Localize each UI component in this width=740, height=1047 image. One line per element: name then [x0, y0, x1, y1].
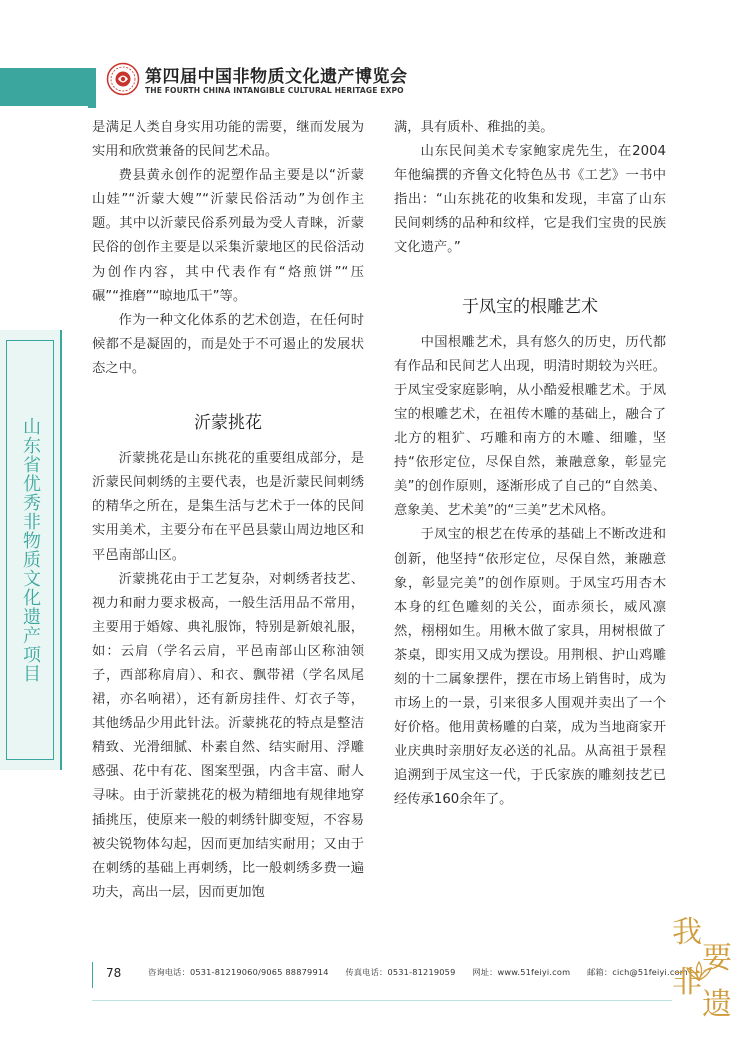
section-heading-yimeng-tiaohua: 沂蒙挑花	[194, 413, 262, 434]
website-link[interactable]: 网址：www.51feiyi.com	[472, 967, 571, 977]
paragraph: 满，具有质朴、稚拙的美。	[394, 120, 554, 135]
email-address[interactable]: 邮箱：cich@51feiyi.com	[587, 967, 688, 977]
footer-rule	[92, 1000, 672, 1001]
footer-contact-info	[148, 967, 702, 978]
paragraph: 中国根雕艺术，具有悠久的历史，历代都有作品和民间艺人出现，明清时期较为兴旺。于凤宝受家庭影响，从小酷爱根雕艺术。于凤宝的根雕艺术，在祖传木雕的基础上，融合了北方的粗犷、巧雕和南方的木雕、细雕，坚持“依形定位，尽保自然，兼融意象，彰显完美”的创作原则，逐渐形成了自己的“自然美、意象美、艺术美”的“三美”艺术风格。	[394, 334, 666, 519]
paragraph: 于凤宝的根艺在传承的基础上不断改进和创新，他坚持“依形定位，尽保自然，兼融意象，彰显完美”的创作原则。于凤宝巧用杏木本身的红色雕刻的关公，面赤须长，威风凛然，栩栩如生。用楸木做了家具，用树根做了茶桌，即实用又成为摆设。用荆根、护山鸡雕刻的十二属象摆件，摆在市场上销售时，成为市场上的一景，引来很多人围观并卖出了一个好价格。他用黄杨雕的白菜，成为当地商家开业庆典时亲朋好友必送的礼品。从高祖于景程追溯到于凤宝这一代，于氏家族的雕刻技艺已经传承160余年了。	[394, 527, 666, 808]
paragraph: 作为一种文化体系的艺术创造，在任何时候都不是凝固的，而是处于不可遏止的发展状态之中。	[92, 312, 364, 376]
stamp-char: 遗	[702, 987, 732, 1022]
stamp-char: 要	[702, 941, 732, 976]
fax-number: 传真电话：0531-81219059	[345, 967, 456, 977]
section-heading-root-carving: 于凤宝的根雕艺术	[462, 296, 598, 317]
consult-phone: 咨询电话：0531-81219060/9065 88879914	[148, 967, 329, 977]
footer-accent-line	[92, 962, 93, 988]
expo-logo-icon	[106, 62, 140, 96]
right-column	[394, 116, 666, 813]
stamp-char: 我	[672, 915, 702, 950]
stamp-char: 非	[672, 965, 702, 1000]
paragraph: 山东民间美术专家鲍家虎先生，在2004年他编撰的齐鲁文化特色丛书《工艺》一书中指出：“山东挑花的收集和发现，丰富了山东民间刺绣的品种和纹样，它是我们宝贵的民族文化遗产。”	[394, 144, 666, 256]
page-number: 78	[106, 966, 122, 980]
side-category-label: 山东省优秀非物质文化遗产项目	[20, 417, 41, 683]
paragraph: 沂蒙挑花是山东挑花的重要组成部分，是沂蒙民间刺绣的主要代表，也是沂蒙民间刺绣的精华之所在，是集生活与艺术于一体的民间实用美术，主要分布在平邑县蒙山周边地区和平邑南部山区。	[92, 451, 364, 563]
side-category-tab	[0, 330, 62, 770]
paragraph: 沂蒙挑花由于工艺复杂，对刺绣者技艺、视力和耐力要求极高，一般生活用品不常用，主要用于婚嫁、典礼服饰，特别是新娘礼服，如：云肩（学名云肩，平邑南部山区称油领子，西部称肩肩）、和衣、飘带裙（学名凤尾裙，亦名响裙），还有新房挂件、灯衣子等，其他绣品少用此针法。沂蒙挑花的特点是整洁精致、光滑细腻、朴素自然、结实耐用、浮雕感强、花中有花、图案型强，内含丰富、耐人寻味。由于沂蒙挑花的极为精细地有规律地穿插挑压，使原来一般的刺绣针脚变短，不容易被尖锐物体勾起，因而更加结实耐用；又由于在刺绣的基础上再刺绣，比一般刺绣多费一遍功夫，高出一层，因而更加饱	[92, 571, 364, 900]
left-column	[92, 116, 364, 905]
paragraph: 是满足人类自身实用功能的需要，继而发展为实用和欣赏兼备的民间艺术品。	[92, 120, 364, 160]
expo-title: 第四届中国非物质文化遗产博览会	[145, 67, 408, 87]
expo-subtitle: THE FOURTH CHINA INTANGIBLE CULTURAL HERITAGE EXPO	[145, 86, 404, 95]
woyao-feiyi-stamp	[670, 910, 734, 1028]
paragraph: 费县黄永创作的泥塑作品主要是以“沂蒙山娃”“沂蒙大嫂”“沂蒙民俗活动”为创作主题。其中以沂蒙民俗系列最为受人青睐，沂蒙民俗的创作主要是以采集沂蒙地区的民俗活动为创作内容，其中代表作有“烙煎饼”“压碾”“推磨”“晾地瓜干”等。	[92, 168, 364, 304]
side-tab-frame	[6, 340, 54, 760]
